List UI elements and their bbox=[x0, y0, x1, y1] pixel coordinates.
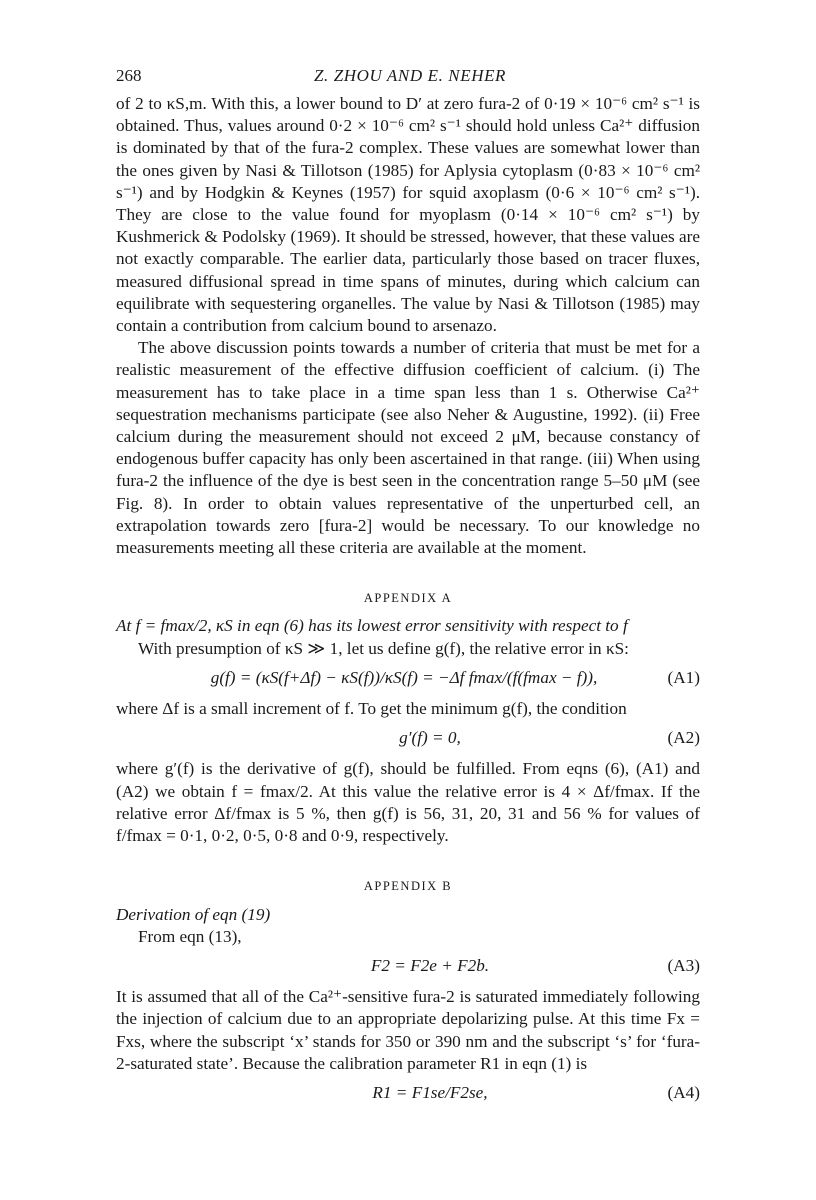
paragraph-criteria: The above discussion points towards a number of criteria that must be met for a realistic measurement of the effective diffusion coefficient of calcium. (i) The measurement has to take place in a time span less than 1 s. Otherwise Ca²⁺ sequestration mechanisms participate (see also Neher & Augustine, 1992). (ii) Free calcium during the measurement should not exceed 2 μM, because constancy of endogenous buffer capacity has only been ascertained in that range. (iii) When using fura-2 the influence of the dye is best seen in the concentration range 5–50 μM (see Fig. 8). In order to obtain values representative of the unperturbed cell, an extrapolation towards zero [fura-2] would be necessary. To our knowledge no measurements meeting all these criteria are available at the moment. bbox=[116, 338, 700, 558]
page-number: 268 bbox=[116, 66, 142, 85]
appendix-a-title: APPENDIX A bbox=[363, 591, 453, 606]
equation-a2-number: (A2) bbox=[667, 728, 700, 748]
appendix-a-intro: With presumption of κS ≫ 1, let us define g(f), the relative error in κS: bbox=[138, 638, 629, 658]
page-body bbox=[116, 93, 700, 1113]
appendix-b-text1: It is assumed that all of the Ca²⁺-sensitive fura-2 is saturated immediately following the injection of calcium due to an appropriate depolarizing pulse. At this time Fx = Fxs, where the subscript ‘x’ stands for 350 or 390 nm and the subscript ‘s’ for ‘fura-2-saturated state’. Because the calibration parameter R1 in eqn (1) is bbox=[116, 987, 700, 1073]
appendix-b-heading: Derivation of eqn (19) bbox=[116, 904, 271, 924]
appendix-a-text1: where Δf is a small increment of f. To get the minimum g(f), the condition bbox=[116, 699, 627, 719]
equation-a4-number: (A4) bbox=[667, 1082, 700, 1102]
equation-a4-body: R1 = F1se/F2se, bbox=[372, 1082, 488, 1102]
equation-a3 bbox=[116, 955, 700, 977]
equation-a2 bbox=[116, 727, 700, 749]
equation-a3-body: F2 = F2e + F2b. bbox=[370, 955, 490, 975]
appendix-b-title: APPENDIX B bbox=[363, 879, 453, 894]
equation-a2-body: g′(f) = 0, bbox=[399, 728, 461, 748]
equation-a3-number: (A3) bbox=[667, 955, 700, 975]
appendix-a-heading: At f = fmax/2, κS in eqn (6) has its lowest error sensitivity with respect to f bbox=[116, 616, 628, 636]
appendix-b-intro: From eqn (13), bbox=[138, 926, 242, 946]
paragraph-diffusion-comparison: of 2 to κS,m. With this, a lower bound to D′ at zero fura-2 of 0·19 × 10⁻⁶ cm² s⁻¹ is obtained. Thus, values around 0·2 × 10⁻⁶ cm² s⁻¹ should hold unless Ca²⁺ diffusion is dominated by that of the fura-2 complex. These values are somewhat lower than the ones given by Nasi & Tillotson (1985) for Aplysia cytoplasm (0·83 × 10⁻⁶ cm² s⁻¹) and by Hodgkin & Keynes (1957) for squid axoplasm (0·6 × 10⁻⁶ cm² s⁻¹). They are close to the value found for myoplasm (0·14 × 10⁻⁶ cm² s⁻¹) by Kushmerick & Podolsky (1969). It should be stressed, however, that these values are not exactly comparable. The earlier data, particularly those based on tracer fluxes, measured diffusional spread in time spans of minutes, during which calcium can equilibrate with sequestering organelles. The value by Nasi & Tillotson (1985) may contain a contribution from calcium bound to arsenazo. bbox=[116, 94, 700, 336]
running-header bbox=[116, 66, 704, 88]
appendix-a-text2: where g′(f) is the derivative of g(f), should be fulfilled. From eqns (6), (A1) and (A2) we obtain f = fmax/2. At this value the relative error is 4 × Δf/fmax. If the relative error Δf/fmax is 5 %, then g(f) is 56, 31, 20, 31 and 56 % for values of f/fmax = 0·1, 0·2, 0·5, 0·8 and 0·9, respectively. bbox=[116, 759, 700, 846]
equation-a1-body: g(f) = (κS(f+Δf) − κS(f))/κS(f) = −Δf fmax/(f(fmax − f)), bbox=[210, 667, 598, 687]
running-head-authors: Z. ZHOU AND E. NEHER bbox=[313, 66, 507, 85]
equation-a1 bbox=[116, 667, 700, 689]
equation-a4 bbox=[116, 1082, 700, 1104]
equation-a1-number: (A1) bbox=[667, 667, 700, 687]
